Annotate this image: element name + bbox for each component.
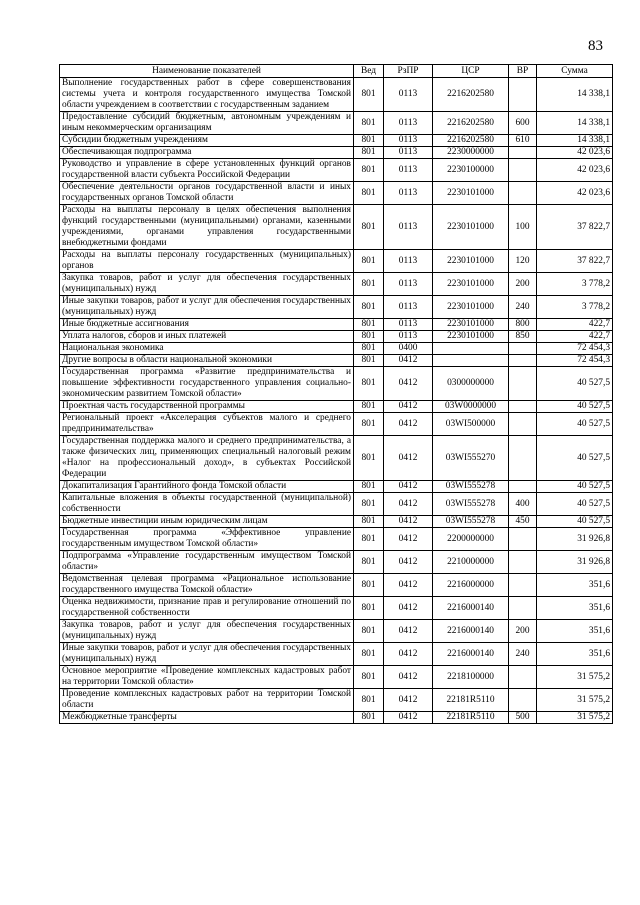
cell-rzpr: 0412 bbox=[384, 493, 433, 516]
cell-name: Оценка недвижимости, признание прав и регулирование отношений по государственной собственности bbox=[60, 597, 354, 620]
cell-rzpr: 0412 bbox=[384, 689, 433, 712]
cell-csr: 2218100000 bbox=[433, 666, 509, 689]
cell-ved: 801 bbox=[354, 401, 384, 413]
cell-name: Иные закупки товаров, работ и услуг для обеспечения государственных (муниципальных) нужд bbox=[60, 296, 354, 319]
cell-vr bbox=[509, 436, 537, 481]
table-row bbox=[60, 666, 613, 689]
cell-name: Расходы на выплаты персоналу государственных (муниципальных) органов bbox=[60, 250, 354, 273]
cell-csr: 2230000000 bbox=[433, 147, 509, 159]
cell-vr bbox=[509, 413, 537, 436]
cell-rzpr: 0412 bbox=[384, 574, 433, 597]
cell-sum: 351,6 bbox=[537, 643, 613, 666]
cell-ved: 801 bbox=[354, 367, 384, 401]
cell-csr: 2230101000 bbox=[433, 296, 509, 319]
cell-name: Закупка товаров, работ и услуг для обеспечения государственных (муниципальных) нужд bbox=[60, 273, 354, 296]
cell-vr bbox=[509, 147, 537, 159]
cell-ved: 801 bbox=[354, 528, 384, 551]
cell-csr: 03WI555278 bbox=[433, 516, 509, 528]
table-header-row bbox=[60, 65, 613, 78]
cell-ved: 801 bbox=[354, 436, 384, 481]
table-row bbox=[60, 551, 613, 574]
cell-sum: 72 454,3 bbox=[537, 355, 613, 367]
cell-vr: 500 bbox=[509, 712, 537, 724]
cell-ved: 801 bbox=[354, 331, 384, 343]
cell-rzpr: 0113 bbox=[384, 135, 433, 147]
cell-rzpr: 0113 bbox=[384, 296, 433, 319]
cell-name: Государственная поддержка малого и среднего предпринимательства, а также физических лиц, применяющих специальный налоговый режим «Налог на профессиональный доход», в субъектах Российской Федерации bbox=[60, 436, 354, 481]
cell-csr: 03WI555278 bbox=[433, 481, 509, 493]
cell-sum: 31 926,8 bbox=[537, 551, 613, 574]
header-rzpr: РзПР bbox=[384, 65, 433, 78]
cell-sum: 351,6 bbox=[537, 574, 613, 597]
cell-ved: 801 bbox=[354, 182, 384, 205]
cell-rzpr: 0113 bbox=[384, 147, 433, 159]
cell-rzpr: 0412 bbox=[384, 367, 433, 401]
table-row bbox=[60, 493, 613, 516]
cell-vr bbox=[509, 551, 537, 574]
table-row bbox=[60, 78, 613, 112]
table-row bbox=[60, 273, 613, 296]
cell-csr: 2230101000 bbox=[433, 319, 509, 331]
table-row bbox=[60, 367, 613, 401]
budget-table bbox=[59, 64, 613, 724]
cell-vr bbox=[509, 528, 537, 551]
cell-rzpr: 0412 bbox=[384, 666, 433, 689]
cell-rzpr: 0113 bbox=[384, 273, 433, 296]
cell-sum: 40 527,5 bbox=[537, 436, 613, 481]
cell-rzpr: 0113 bbox=[384, 112, 433, 135]
cell-sum: 42 023,6 bbox=[537, 182, 613, 205]
cell-vr bbox=[509, 401, 537, 413]
cell-vr bbox=[509, 367, 537, 401]
cell-ved: 801 bbox=[354, 574, 384, 597]
cell-ved: 801 bbox=[354, 493, 384, 516]
cell-sum: 42 023,6 bbox=[537, 147, 613, 159]
cell-csr: 2210000000 bbox=[433, 551, 509, 574]
cell-csr: 2216000000 bbox=[433, 574, 509, 597]
cell-vr: 240 bbox=[509, 296, 537, 319]
table-row bbox=[60, 597, 613, 620]
cell-rzpr: 0400 bbox=[384, 343, 433, 355]
cell-vr: 200 bbox=[509, 620, 537, 643]
cell-sum: 351,6 bbox=[537, 597, 613, 620]
cell-csr: 2200000000 bbox=[433, 528, 509, 551]
cell-ved: 801 bbox=[354, 689, 384, 712]
cell-csr: 2230101000 bbox=[433, 273, 509, 296]
cell-sum: 14 338,1 bbox=[537, 78, 613, 112]
cell-vr: 450 bbox=[509, 516, 537, 528]
cell-vr bbox=[509, 689, 537, 712]
header-ved: Вед bbox=[354, 65, 384, 78]
cell-sum: 40 527,5 bbox=[537, 401, 613, 413]
cell-name: Проведение комплексных кадастровых работ на территории Томской области bbox=[60, 689, 354, 712]
table-row bbox=[60, 528, 613, 551]
cell-rzpr: 0412 bbox=[384, 401, 433, 413]
cell-vr: 600 bbox=[509, 112, 537, 135]
cell-csr: 2230100000 bbox=[433, 159, 509, 182]
cell-name: Обеспечение деятельности органов государственной власти и иных государственных органов Томской области bbox=[60, 182, 354, 205]
cell-csr: 03WI500000 bbox=[433, 413, 509, 436]
cell-csr: 0300000000 bbox=[433, 367, 509, 401]
cell-sum: 40 527,5 bbox=[537, 516, 613, 528]
cell-sum: 72 454,3 bbox=[537, 343, 613, 355]
cell-rzpr: 0412 bbox=[384, 712, 433, 724]
cell-name: Субсидии бюджетным учреждениям bbox=[60, 135, 354, 147]
page-number: 83 bbox=[588, 38, 603, 54]
header-vr: ВР bbox=[509, 65, 537, 78]
cell-csr: 22181R5110 bbox=[433, 712, 509, 724]
cell-vr bbox=[509, 597, 537, 620]
cell-sum: 40 527,5 bbox=[537, 481, 613, 493]
table-row bbox=[60, 643, 613, 666]
cell-vr: 200 bbox=[509, 273, 537, 296]
table-row bbox=[60, 516, 613, 528]
cell-vr: 120 bbox=[509, 250, 537, 273]
cell-ved: 801 bbox=[354, 666, 384, 689]
cell-sum: 40 527,5 bbox=[537, 413, 613, 436]
cell-sum: 37 822,7 bbox=[537, 205, 613, 250]
table-row bbox=[60, 135, 613, 147]
cell-ved: 801 bbox=[354, 135, 384, 147]
cell-name: Капитальные вложения в объекты государственной (муниципальной) собственности bbox=[60, 493, 354, 516]
cell-vr: 850 bbox=[509, 331, 537, 343]
cell-rzpr: 0113 bbox=[384, 205, 433, 250]
cell-vr bbox=[509, 355, 537, 367]
cell-ved: 801 bbox=[354, 551, 384, 574]
header-name: Наименование показателей bbox=[60, 65, 354, 78]
cell-sum: 31 575,2 bbox=[537, 689, 613, 712]
cell-rzpr: 0113 bbox=[384, 78, 433, 112]
cell-rzpr: 0412 bbox=[384, 355, 433, 367]
cell-ved: 801 bbox=[354, 159, 384, 182]
cell-sum: 37 822,7 bbox=[537, 250, 613, 273]
table-row bbox=[60, 205, 613, 250]
table-row bbox=[60, 147, 613, 159]
cell-ved: 801 bbox=[354, 643, 384, 666]
cell-vr: 400 bbox=[509, 493, 537, 516]
cell-ved: 801 bbox=[354, 712, 384, 724]
cell-rzpr: 0412 bbox=[384, 597, 433, 620]
cell-rzpr: 0113 bbox=[384, 331, 433, 343]
cell-vr bbox=[509, 481, 537, 493]
table-row bbox=[60, 250, 613, 273]
table-row bbox=[60, 413, 613, 436]
cell-vr: 610 bbox=[509, 135, 537, 147]
table-row bbox=[60, 159, 613, 182]
cell-ved: 801 bbox=[354, 516, 384, 528]
table-row bbox=[60, 296, 613, 319]
cell-name: Иные закупки товаров, работ и услуг для обеспечения государственных (муниципальных) нужд bbox=[60, 643, 354, 666]
cell-name: Проектная часть государственной программы bbox=[60, 401, 354, 413]
cell-vr: 240 bbox=[509, 643, 537, 666]
cell-ved: 801 bbox=[354, 319, 384, 331]
cell-rzpr: 0113 bbox=[384, 182, 433, 205]
cell-rzpr: 0113 bbox=[384, 319, 433, 331]
table-row bbox=[60, 355, 613, 367]
table-row bbox=[60, 712, 613, 724]
cell-vr bbox=[509, 78, 537, 112]
cell-csr: 2216000140 bbox=[433, 597, 509, 620]
table-row bbox=[60, 436, 613, 481]
cell-vr bbox=[509, 159, 537, 182]
cell-name: Обеспечивающая подпрограмма bbox=[60, 147, 354, 159]
table-row bbox=[60, 343, 613, 355]
cell-ved: 801 bbox=[354, 78, 384, 112]
cell-csr: 03W0000000 bbox=[433, 401, 509, 413]
cell-sum: 3 778,2 bbox=[537, 296, 613, 319]
cell-name: Государственная программа «Развитие предпринимательства и повышение эффективности государственного управления социально-экономическим развитием Томской области» bbox=[60, 367, 354, 401]
cell-csr: 2216202580 bbox=[433, 135, 509, 147]
table-row bbox=[60, 620, 613, 643]
cell-csr: 2230101000 bbox=[433, 182, 509, 205]
table-row bbox=[60, 112, 613, 135]
cell-name: Бюджетные инвестиции иным юридическим лицам bbox=[60, 516, 354, 528]
cell-rzpr: 0412 bbox=[384, 551, 433, 574]
cell-sum: 31 575,2 bbox=[537, 666, 613, 689]
cell-name: Межбюджетные трансферты bbox=[60, 712, 354, 724]
cell-name: Расходы на выплаты персоналу в целях обеспечения выполнения функций государственными (муниципальными) органами, казенными учреждениями, органами управления государственными внебюджетными фондами bbox=[60, 205, 354, 250]
cell-rzpr: 0412 bbox=[384, 643, 433, 666]
cell-csr bbox=[433, 343, 509, 355]
cell-rzpr: 0412 bbox=[384, 413, 433, 436]
cell-csr: 2216202580 bbox=[433, 112, 509, 135]
cell-name: Закупка товаров, работ и услуг для обеспечения государственных (муниципальных) нужд bbox=[60, 620, 354, 643]
cell-ved: 801 bbox=[354, 620, 384, 643]
table-row bbox=[60, 481, 613, 493]
header-csr: ЦСР bbox=[433, 65, 509, 78]
cell-ved: 801 bbox=[354, 481, 384, 493]
cell-vr: 100 bbox=[509, 205, 537, 250]
table-row bbox=[60, 574, 613, 597]
cell-ved: 801 bbox=[354, 250, 384, 273]
cell-rzpr: 0412 bbox=[384, 436, 433, 481]
table-row bbox=[60, 331, 613, 343]
cell-rzpr: 0412 bbox=[384, 481, 433, 493]
cell-rzpr: 0412 bbox=[384, 528, 433, 551]
cell-name: Государственная программа «Эффективное управление государственным имуществом Томской области» bbox=[60, 528, 354, 551]
cell-ved: 801 bbox=[354, 343, 384, 355]
cell-ved: 801 bbox=[354, 597, 384, 620]
cell-csr: 03WI555278 bbox=[433, 493, 509, 516]
cell-csr: 2230101000 bbox=[433, 250, 509, 273]
cell-sum: 42 023,6 bbox=[537, 159, 613, 182]
cell-name: Другие вопросы в области национальной экономики bbox=[60, 355, 354, 367]
cell-ved: 801 bbox=[354, 273, 384, 296]
cell-name: Основное мероприятие «Проведение комплексных кадастровых работ на территории Томской области» bbox=[60, 666, 354, 689]
cell-name: Руководство и управление в сфере установленных функций органов государственной власти субъекта Российской Федерации bbox=[60, 159, 354, 182]
cell-csr: 2216000140 bbox=[433, 643, 509, 666]
cell-csr bbox=[433, 355, 509, 367]
cell-csr: 2230101000 bbox=[433, 205, 509, 250]
cell-ved: 801 bbox=[354, 355, 384, 367]
cell-name: Предоставление субсидий бюджетным, автономным учреждениям и иным некоммерческим организациям bbox=[60, 112, 354, 135]
table-row bbox=[60, 182, 613, 205]
table-row bbox=[60, 319, 613, 331]
cell-sum: 422,7 bbox=[537, 331, 613, 343]
cell-ved: 801 bbox=[354, 413, 384, 436]
cell-csr: 2216000140 bbox=[433, 620, 509, 643]
table-row bbox=[60, 401, 613, 413]
table-body bbox=[60, 78, 613, 724]
cell-rzpr: 0412 bbox=[384, 620, 433, 643]
cell-name: Национальная экономика bbox=[60, 343, 354, 355]
cell-sum: 14 338,1 bbox=[537, 135, 613, 147]
cell-sum: 3 778,2 bbox=[537, 273, 613, 296]
cell-sum: 31 575,2 bbox=[537, 712, 613, 724]
cell-name: Подпрограмма «Управление государственным имуществом Томской области» bbox=[60, 551, 354, 574]
cell-sum: 31 926,8 bbox=[537, 528, 613, 551]
cell-vr bbox=[509, 343, 537, 355]
cell-csr: 2216202580 bbox=[433, 78, 509, 112]
cell-ved: 801 bbox=[354, 147, 384, 159]
cell-vr bbox=[509, 666, 537, 689]
cell-rzpr: 0113 bbox=[384, 159, 433, 182]
cell-vr bbox=[509, 574, 537, 597]
cell-name: Иные бюджетные ассигнования bbox=[60, 319, 354, 331]
cell-ved: 801 bbox=[354, 205, 384, 250]
cell-vr bbox=[509, 182, 537, 205]
cell-rzpr: 0113 bbox=[384, 250, 433, 273]
cell-vr: 800 bbox=[509, 319, 537, 331]
cell-name: Региональный проект «Акселерация субъектов малого и среднего предпринимательства» bbox=[60, 413, 354, 436]
cell-rzpr: 0412 bbox=[384, 516, 433, 528]
cell-sum: 40 527,5 bbox=[537, 493, 613, 516]
cell-csr: 2230101000 bbox=[433, 331, 509, 343]
cell-ved: 801 bbox=[354, 112, 384, 135]
cell-sum: 40 527,5 bbox=[537, 367, 613, 401]
header-sum: Сумма bbox=[537, 65, 613, 78]
cell-sum: 351,6 bbox=[537, 620, 613, 643]
cell-sum: 14 338,1 bbox=[537, 112, 613, 135]
cell-sum: 422,7 bbox=[537, 319, 613, 331]
cell-csr: 22181R5110 bbox=[433, 689, 509, 712]
cell-csr: 03WI555270 bbox=[433, 436, 509, 481]
cell-name: Докапитализация Гарантийного фонда Томской области bbox=[60, 481, 354, 493]
cell-name: Уплата налогов, сборов и иных платежей bbox=[60, 331, 354, 343]
cell-name: Ведомственная целевая программа «Рациональное использование государственного имущества Томской области» bbox=[60, 574, 354, 597]
cell-name: Выполнение государственных работ в сфере совершенствования системы учета и контроля государственного имущества Томской области учреждением в соответствии с государственным заданием bbox=[60, 78, 354, 112]
table-row bbox=[60, 689, 613, 712]
cell-ved: 801 bbox=[354, 296, 384, 319]
